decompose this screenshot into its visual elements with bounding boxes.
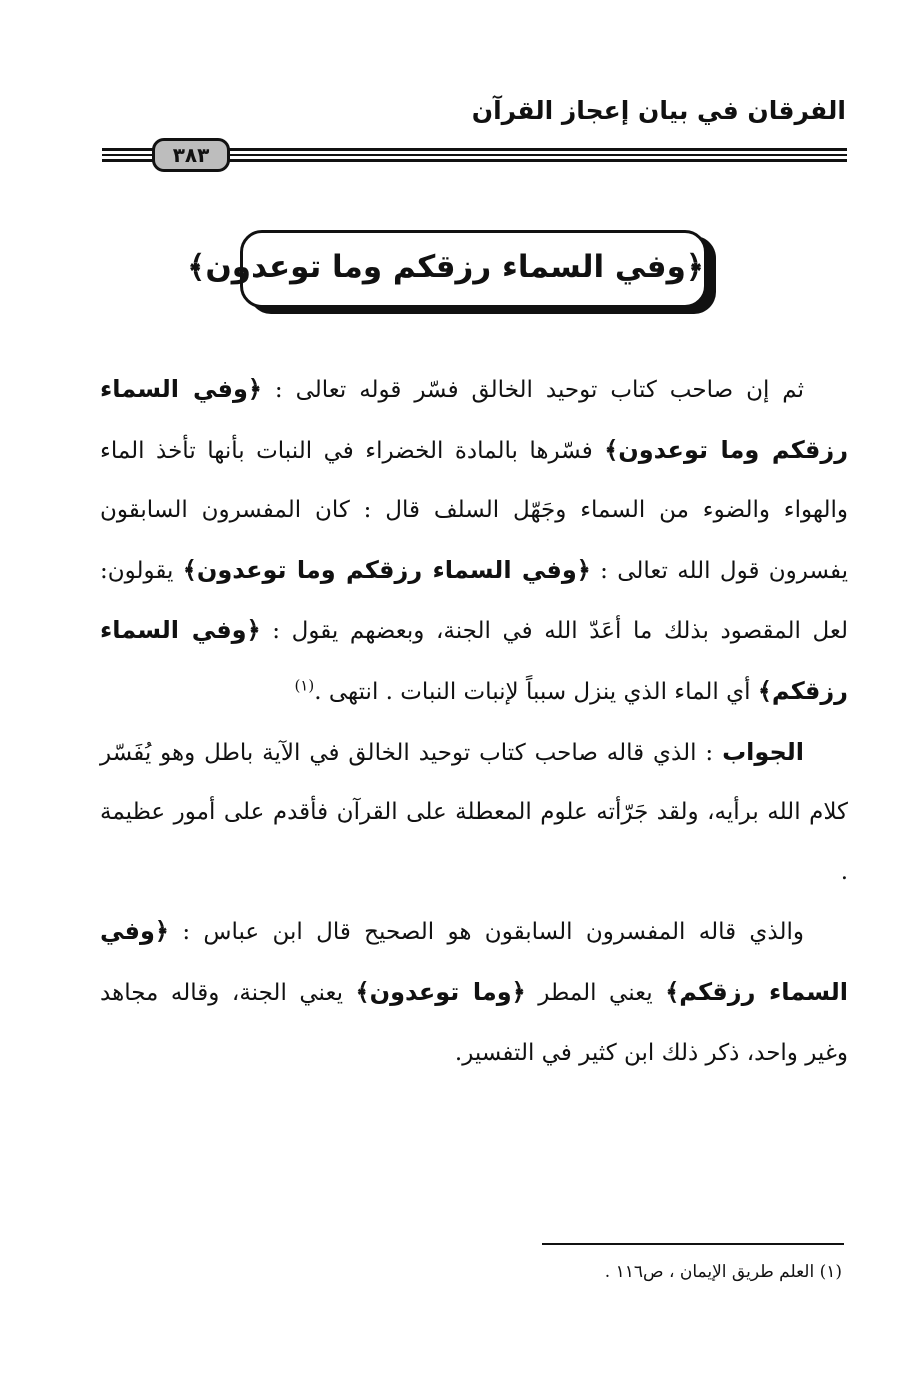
paragraph-3-text-3: يعني الجنة، وقاله مجاهد وغير واحد، ذكر ذلك ابن كثير في التفسير.	[100, 979, 848, 1066]
chapter-heading: ﴿وفي السماء رزقكم وما توعدون﴾	[187, 249, 704, 285]
quran-quote: ﴿وفي السماء رزقكم وما توعدون﴾	[182, 555, 591, 584]
quran-quote: ﴿وما توعدون﴾	[355, 977, 526, 1006]
footnote-separator	[542, 1243, 844, 1245]
paragraph-1-text-3: يقولون: لعل المقصود بذلك ما أعَدّ الله في الجنة، وبعضهم يقول :	[100, 557, 848, 645]
footnote-reference: (١)	[294, 676, 315, 695]
quran-quote: ﴿وفي السماء رزقكم وما توعدون﴾	[100, 375, 849, 464]
answer-lead: الجواب	[722, 737, 804, 766]
header-rule	[102, 138, 847, 174]
paragraph-3-text-2: يعني المطر	[525, 979, 666, 1006]
paragraph-3-text-1: والذي قاله المفسرون السابقون هو الصحيح قال ابن عباس :	[168, 919, 804, 946]
body-text	[100, 360, 848, 1083]
chapter-heading-box	[187, 230, 707, 308]
paragraph-1	[100, 360, 848, 723]
paragraph-1-text-1: ثم إن صاحب كتاب توحيد الخالق فسّر قوله تعالى :	[261, 377, 804, 403]
paragraph-2	[100, 723, 848, 903]
paragraph-2-text: : الذي قاله صاحب كتاب توحيد الخالق في الآية باطل وهو يُفَسّر كلام الله برأيه، ولقد جَرّأته علوم المعطلة على القرآن فأقدم على أمور عظيمة .	[100, 739, 848, 885]
quran-quote: ﴿وفي السماء رزقكم﴾	[100, 616, 848, 705]
footnote: (١) العلم طريق الإيمان ، ص١١٦ .	[604, 1262, 842, 1282]
paragraph-3	[100, 902, 848, 1083]
quran-quote: ﴿وفي السماء رزقكم﴾	[100, 917, 848, 1006]
page-number-badge: ٣٨٣	[152, 138, 230, 172]
paragraph-1-text-4: أي الماء الذي ينزل سبباً لإنبات النبات . انتهى .	[314, 678, 758, 705]
paragraph-1-text-2: فسّرها بالمادة الخضراء في النبات بأنها تأخذ الماء والهواء والضوء من السماء وجَهّل السلف قال : كان المفسرون السابقون يفسرون قول الله تعالى :	[100, 437, 849, 584]
running-title: الفرقان في بيان إعجاز القرآن	[471, 96, 846, 125]
